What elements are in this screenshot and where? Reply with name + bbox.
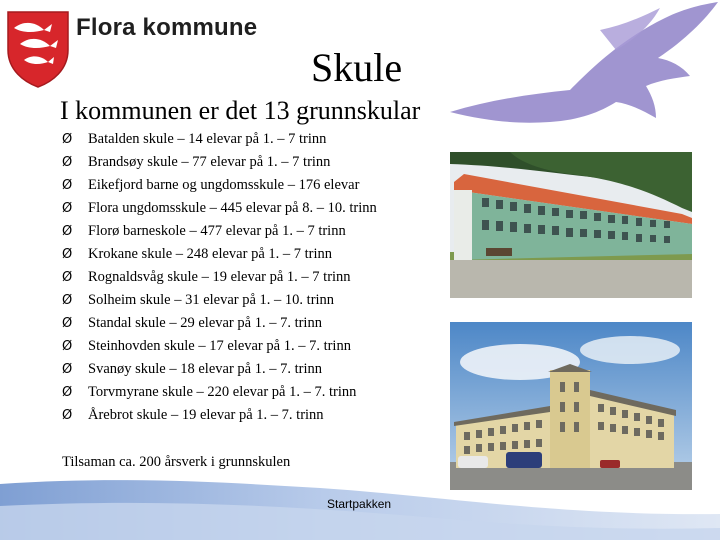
arrow-bullet-icon: Ø	[62, 339, 73, 354]
brand-name: Flora kommune	[76, 14, 258, 41]
list-item-text: Steinhovden skule – 17 elevar på 1. – 7. trinn	[88, 338, 351, 354]
list-item-text: Svanøy skule – 18 elevar på 1. – 7. trinn	[88, 361, 322, 377]
arrow-bullet-icon: Ø	[62, 362, 73, 377]
list-item-text: Eikefjord barne og ungdomsskule – 176 elevar	[88, 177, 360, 193]
list-item	[62, 243, 377, 266]
school-photo-green-building	[450, 152, 692, 298]
list-item	[62, 358, 377, 381]
list-item	[62, 381, 377, 404]
list-item	[62, 197, 377, 220]
list-item-text: Batalden skule – 14 elevar på 1. – 7 trinn	[88, 131, 327, 147]
arrow-bullet-icon: Ø	[62, 293, 73, 308]
arrow-bullet-icon: Ø	[62, 224, 73, 239]
list-item	[62, 128, 377, 151]
arrow-bullet-icon: Ø	[62, 178, 73, 193]
list-item-text: Torvmyrane skule – 220 elevar på 1. – 7. trinn	[88, 384, 357, 400]
list-item	[62, 335, 377, 358]
list-item-text: Flora ungdomsskule – 445 elevar på 8. – 10. trinn	[88, 200, 377, 216]
list-item	[62, 174, 377, 197]
slide-title: Skule	[311, 45, 403, 90]
arrow-bullet-icon: Ø	[62, 316, 73, 331]
list-item	[62, 404, 377, 427]
arrow-bullet-icon: Ø	[62, 408, 73, 423]
list-item-text: Florø barneskole – 477 elevar på 1. – 7 trinn	[88, 223, 346, 239]
list-item-text: Standal skule – 29 elevar på 1. – 7. trinn	[88, 315, 322, 331]
arrow-bullet-icon: Ø	[62, 270, 73, 285]
school-list	[62, 128, 377, 427]
school-photo-tower-building	[450, 322, 692, 490]
list-item	[62, 312, 377, 335]
list-item-text: Solheim skule – 31 elevar på 1. – 10. trinn	[88, 292, 335, 308]
arrow-bullet-icon: Ø	[62, 385, 73, 400]
eagle-icon	[420, 0, 720, 140]
list-item	[62, 266, 377, 289]
list-item	[62, 289, 377, 312]
list-item-text: Brandsøy skule – 77 elevar på 1. – 7 trinn	[88, 154, 331, 170]
coat-of-arms-fish-icon	[6, 10, 70, 88]
list-item-text: Årebrot skule – 19 elevar på 1. – 7. trinn	[88, 407, 324, 423]
footer-label: Startpakken	[327, 497, 392, 511]
arrow-bullet-icon: Ø	[62, 155, 73, 170]
arrow-bullet-icon: Ø	[62, 247, 73, 262]
arrow-bullet-icon: Ø	[62, 132, 73, 147]
arrow-bullet-icon: Ø	[62, 201, 73, 216]
list-item-text: Krokane skule – 248 elevar på 1. – 7 trinn	[88, 246, 333, 262]
list-item	[62, 151, 377, 174]
summary-text: Tilsaman ca. 200 årsverk i grunnskulen	[62, 454, 291, 470]
slide-subtitle: I kommunen er det 13 grunnskular	[60, 96, 421, 125]
list-item	[62, 220, 377, 243]
list-item-text: Rognaldsvåg skule – 19 elevar på 1. – 7 trinn	[88, 269, 351, 285]
